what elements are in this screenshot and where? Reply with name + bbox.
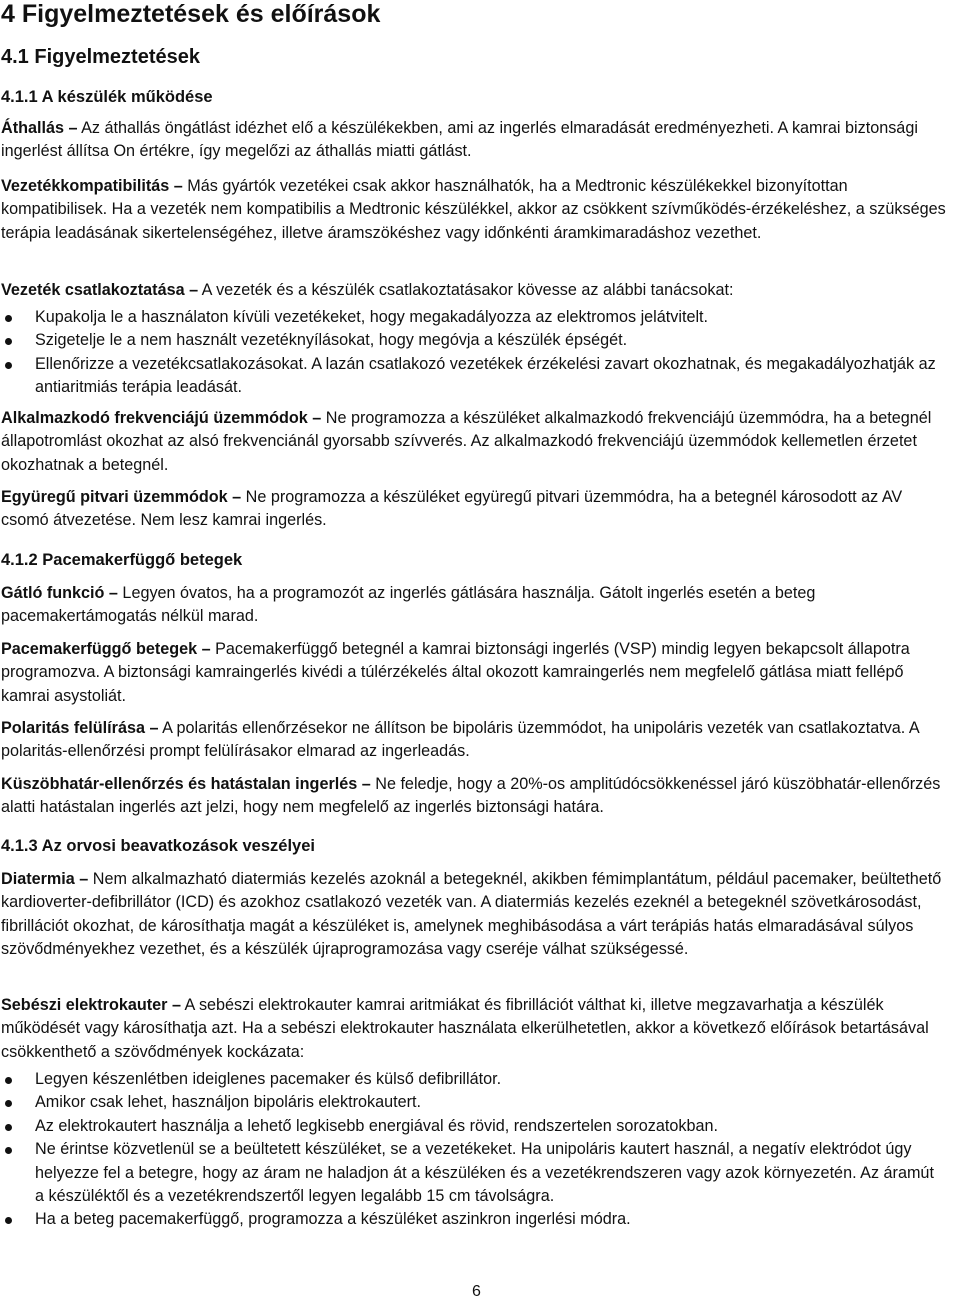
term-gatlo-funkcio: Gátló funkció – xyxy=(1,584,118,602)
text-egyuregu: Ne programozza a készüléket együregű pitvari üzemmódra, ha a betegnél károsodott az AV csomó átvezetése. Nem lesz kamrai ingerlés. xyxy=(1,488,903,530)
list-item-text: Ne érintse közvetlenül se a beültetett készüléket, se a vezetékeket. Ha unipoláris kautert használ, a negatív elektródot úgy helyezze fel a betegre, hogy az áram ne haladjon át a készüléken és a vezetékrendszeren vagy azok környezetén. Az áramút a készüléktől és a vezetékrendszertől legyen legalább 15 cm távolságra. xyxy=(35,1140,934,1206)
list-item-text: Ellenőrizze a vezetékcsatlakozásokat. A lazán csatlakozó vezetékek érzékelési zavart okozhatnak, és megakadályozhatják az antiaritmiás terápia leadását. xyxy=(35,354,936,397)
list-item xyxy=(1,1115,946,1138)
term-polaritas: Polaritás felülírása – xyxy=(1,719,159,737)
bullet-icon xyxy=(5,1077,12,1084)
bullet-icon xyxy=(5,338,12,345)
text-athallas: Az áthallás öngátlást idézhet elő a készülékekben, ami az ingerlés elmaradását eredményezheti. A kamrai biztonsági ingerlést állítsa On értékre, így megelőzi az áthallás miatti gátlást. xyxy=(1,119,918,161)
list-sebeszi-elektrokauter xyxy=(1,1068,946,1232)
section-heading-4-1-3: 4.1.3 Az orvosi beavatkozások veszélyei xyxy=(1,837,315,855)
list-item xyxy=(1,353,946,400)
text-sebeszi-elektrokauter: A sebészi elektrokauter kamrai aritmiákat és fibrillációt válthat ki, illetve megzavarhatja a készülék működését vagy károsíthatja azt. Ha a sebészi elektrokauter használata elkerülhetetlen, akkor a következő előírások betartásával csökkenthető a szövődmények kockázata: xyxy=(1,996,929,1061)
text-gatlo-funkcio: Legyen óvatos, ha a programozót az ingerlés gátlására használja. Gátolt ingerlés esetén a beteg pacemakertámogatás nélkül marad. xyxy=(1,584,816,626)
term-athallas: Áthallás – xyxy=(1,119,78,137)
list-item-text: Amikor csak lehet, használjon bipoláris elektrokautert. xyxy=(35,1093,421,1112)
list-item-text: Az elektrokautert használja a lehető legkisebb energiával és rövid, rendszertelen sorozatokban. xyxy=(35,1116,718,1135)
list-item xyxy=(1,1068,946,1091)
page-number: 6 xyxy=(472,1283,481,1300)
text-vezetek-csatlakoztatasa: A vezeték és a készülék csatlakoztatásakor kövesse az alábbi tanácsokat: xyxy=(198,281,734,299)
paragraph-egyuregu xyxy=(1,486,946,533)
bullet-icon xyxy=(5,1147,12,1154)
list-vezetek-csatlakoztatasa xyxy=(1,306,946,400)
term-sebeszi-elektrokauter: Sebészi elektrokauter – xyxy=(1,996,181,1014)
bullet-icon xyxy=(5,362,12,369)
section-heading-4-1-2: 4.1.2 Pacemakerfüggő betegek xyxy=(1,551,243,569)
list-item xyxy=(1,1091,946,1114)
term-egyuregu: Együregű pitvari üzemmódok – xyxy=(1,488,242,506)
paragraph-vezetek-csatlakoztatasa xyxy=(1,279,946,302)
list-item xyxy=(1,1208,946,1231)
paragraph-diatermia xyxy=(1,868,946,962)
paragraph-alkalmazkodo xyxy=(1,407,946,477)
paragraph-kuszobhatar xyxy=(1,773,946,820)
section-heading-4-1: 4.1 Figyelmeztetések xyxy=(1,46,200,68)
paragraph-gatlo-funkcio xyxy=(1,582,946,629)
list-item-text: Szigetelje le a nem használt vezetéknyílásokat, hogy megóvja a készülék épségét. xyxy=(35,331,628,350)
bullet-icon xyxy=(5,1100,12,1107)
list-item-text: Ha a beteg pacemakerfüggő, programozza a készüléket aszinkron ingerlési módra. xyxy=(35,1210,631,1229)
term-pacemakerfuggo: Pacemakerfüggő betegek – xyxy=(1,640,211,658)
paragraph-athallas xyxy=(1,117,946,164)
term-vezetekkompatibilitas: Vezetékkompatibilitás – xyxy=(1,177,183,195)
term-diatermia: Diatermia – xyxy=(1,870,89,888)
text-diatermia: Nem alkalmazható diatermiás kezelés azoknál a betegeknél, akikben fémimplantátum, például pacemaker, beültethető kardioverter-defibrillátor (ICD) és azokhoz csatlakozó vezeték van. A diatermiás kezelés ezeknél a betegeknél szövetkárosodást, fibrillációt okozhat, de károsíthatja magát a készüléket is, amelynek meghibásodása a várt terápiás hatás elmaradásával súlyos szövődményekhez vezethet, és a készülék újraprogramozása vagy cseréje válhat szükségessé. xyxy=(1,870,942,959)
section-heading-4: 4 Figyelmeztetések és előírások xyxy=(1,0,381,28)
bullet-icon xyxy=(5,315,12,322)
paragraph-pacemakerfuggo xyxy=(1,638,946,708)
section-heading-4-1-1: 4.1.1 A készülék működése xyxy=(1,88,213,106)
term-alkalmazkodo: Alkalmazkodó frekvenciájú üzemmódok – xyxy=(1,409,322,427)
bullet-icon xyxy=(5,1217,12,1224)
term-kuszobhatar: Küszöbhatár-ellenőrzés és hatástalan ingerlés – xyxy=(1,775,371,793)
paragraph-vezetekkompatibilitas xyxy=(1,175,946,245)
text-polaritas: A polaritás ellenőrzésekor ne állítson be bipoláris üzemmódot, ha unipoláris vezeték van csatlakoztatva. A polaritás-ellenőrzési prompt felülírásakor elmarad az ingerleadás. xyxy=(1,719,919,761)
list-item xyxy=(1,329,946,352)
list-item xyxy=(1,306,946,329)
text-vezetekkompatibilitas: Más gyártók vezetékei csak akkor használhatók, ha a Medtronic készülékekkel bizonyítottan kompatibilisek. Ha a vezeték nem kompatibilis a Medtronic készülékkel, akkor az csökkent szívműködés-érzékeléshez, a szükséges terápia leadásának sikertelenségéhez, illetve áramszökéshez vagy időnkénti áramkimaradáshoz vezethet. xyxy=(1,177,946,242)
bullet-icon xyxy=(5,1124,12,1131)
text-alkalmazkodo: Ne programozza a készüléket alkalmazkodó frekvenciájú üzemmódra, ha a betegnél állapotromlást okozhat az alsó frekvenciánál gyorsabb szívverés. Az alkalmazkodó frekvenciájú üzemmódok kellemetlen érzetet okozhatnak a betegnél. xyxy=(1,409,932,474)
term-vezetek-csatlakoztatasa: Vezeték csatlakoztatása – xyxy=(1,281,199,299)
list-item xyxy=(1,1138,946,1208)
text-kuszobhatar: Ne feledje, hogy a 20%-os amplitúdócsökkenéssel járó küszöbhatár-ellenőrzés alatti hatástalan ingerlés azt jelzi, hogy nem megfelelő az ingerlés biztonsági határa. xyxy=(1,775,941,817)
text-pacemakerfuggo: Pacemakerfüggő betegnél a kamrai biztonsági ingerlés (VSP) mindig legyen bekapcsolt állapotra programozva. A biztonsági kamraingerlés kivédi a túlérzékelés által okozott kamraingerlés nem megfelelő gátlása miatt fellépő kamrai asystoliát. xyxy=(1,640,910,705)
list-item-text: Kupakolja le a használaton kívüli vezetékeket, hogy megakadályozza az elektromos jelátvitelt. xyxy=(35,308,709,326)
list-item-text: Legyen készenlétben ideiglenes pacemaker és külső defibrillátor. xyxy=(35,1070,502,1088)
paragraph-sebeszi-elektrokauter xyxy=(1,994,946,1064)
paragraph-polaritas xyxy=(1,717,946,764)
